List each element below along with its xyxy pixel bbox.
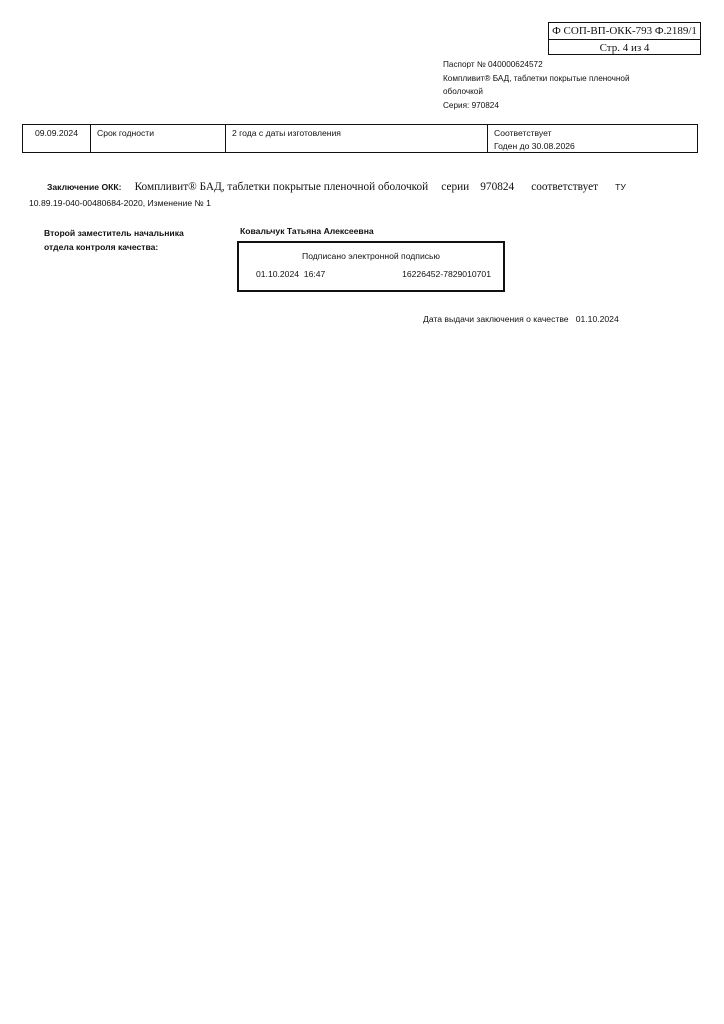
conclusion — [47, 181, 626, 193]
product-name-line2: оболочкой — [443, 87, 483, 96]
signer-title-line2: отдела контроля качества: — [44, 242, 159, 252]
table-cell-result — [488, 125, 697, 152]
conclusion-series-word: серии — [441, 181, 470, 193]
passport-number: Паспорт № 040000624572 — [443, 60, 543, 69]
conclusion-series: 970824 — [480, 181, 515, 193]
signature-title: Подписано электронной подписью — [302, 251, 440, 261]
passport-header — [443, 58, 630, 112]
table-cell-date: 09.09.2024 — [23, 125, 91, 152]
result-line1: Соответствует — [494, 128, 552, 138]
table-cell-parameter: Срок годности — [91, 125, 226, 152]
issue-date: Дата выдачи заключения о качестве 01.10.2024 — [423, 314, 619, 324]
table-cell-requirement: 2 года с даты изготовления — [226, 125, 488, 152]
signer-title-line1: Второй заместитель начальника — [44, 228, 184, 238]
result-line2: Годен до 30.08.2026 — [494, 141, 575, 151]
signature-certificate: 16226452-7829010701 — [402, 269, 491, 279]
product-name-line1: Компливит® БАД, таблетки покрытые пленочной — [443, 73, 630, 83]
conclusion-product: Компливит® БАД, таблетки покрытые пленочной оболочкой — [134, 181, 429, 193]
results-table — [22, 124, 698, 153]
signature-datetime: 01.10.2024 16:47 — [256, 269, 326, 279]
electronic-signature-stamp — [237, 241, 505, 292]
form-code: Ф СОП-ВП-ОКК-793 Ф.2189/1 — [552, 25, 697, 37]
conclusion-tu-number: 10.89.19-040-00480684-2020, Изменение № 1 — [29, 198, 211, 208]
page-number: Стр. 4 из 4 — [549, 39, 700, 56]
series: Серия: 970824 — [443, 100, 499, 110]
conclusion-tu: ТУ — [615, 182, 626, 192]
conclusion-complies: соответствует — [531, 181, 599, 193]
signer-title — [44, 226, 184, 254]
conclusion-label: Заключение ОКК: — [47, 182, 122, 192]
signer-name: Ковальчук Татьяна Алексеевна — [240, 226, 374, 236]
form-code-box — [548, 22, 701, 55]
